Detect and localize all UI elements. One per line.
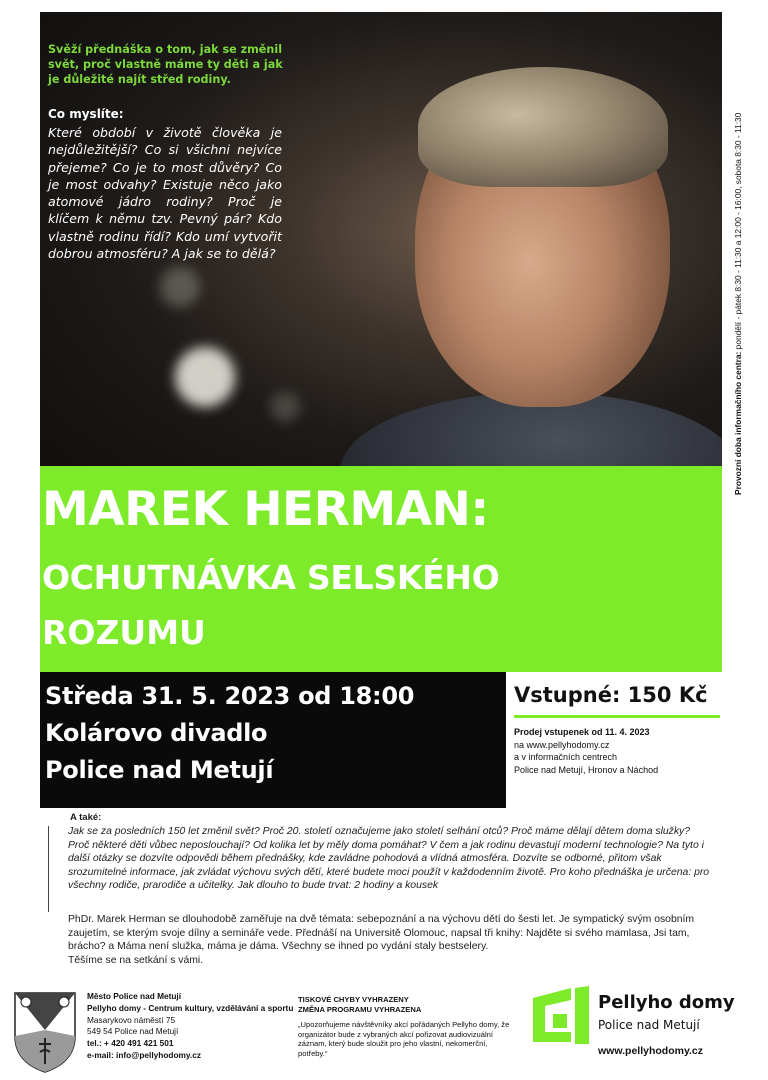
- org-line: Masarykovo náměstí 75: [87, 1014, 176, 1025]
- speaker-hair: [418, 67, 668, 187]
- info-center-hours: [733, 55, 743, 495]
- sale-start: Prodej vstupenek od 11. 4. 2023: [514, 727, 650, 737]
- info-center-hours-value: pondělí - pátek 8:30 - 11:30 a 12:00 - 16:00, sobota 8:30 - 11:30: [733, 112, 743, 352]
- brand-name: Pellyho domy: [598, 992, 735, 1013]
- price-underline: [514, 715, 720, 718]
- errata-heading-2: ZMĚNA PROGRAMU VYHRAZENA: [298, 1004, 422, 1014]
- org-line: Pellyho domy - Centrum kultury, vzdělávání a sportu: [87, 1002, 294, 1013]
- bokeh-light: [175, 347, 235, 407]
- org-phone: tel.: + 420 491 421 501: [87, 1038, 174, 1049]
- event-title-line-3: ROZUMU: [42, 613, 206, 652]
- pellyho-domy-logo-icon: [531, 986, 591, 1044]
- town-coat-of-arms-icon: [12, 990, 78, 1074]
- brand-website-link[interactable]: www.pellyhodomy.cz: [598, 1045, 704, 1057]
- event-title-line-1: MAREK HERMAN:: [42, 482, 489, 537]
- event-title-line-2: OCHUTNÁVKA SELSKÉHO: [42, 558, 500, 597]
- quote-bar: [48, 826, 49, 912]
- ticket-price: Vstupné: 150 Kč: [514, 683, 708, 707]
- info-center-hours-label: Provozní doba informačního centra:: [733, 351, 743, 495]
- event-venue: Kolárovo divadlo: [45, 719, 268, 747]
- event-town: Police nad Metují: [45, 756, 274, 784]
- also-label: A také:: [70, 812, 102, 823]
- org-email: e-mail: info@pellyhodomy.cz: [87, 1049, 201, 1060]
- organizer-contact: [87, 991, 307, 1062]
- questions-title: Co myslíte:: [48, 107, 124, 121]
- speaker-bio: [68, 913, 718, 967]
- errata-notice: [298, 995, 518, 1059]
- brand-town: Police nad Metují: [598, 1018, 700, 1032]
- errata-heading-1: TISKOVÉ CHYBY VYHRAZENY: [298, 995, 409, 1004]
- bio-closing: Těšíme se na setkání s vámi.: [68, 954, 204, 966]
- ticket-sale-info: [514, 726, 714, 776]
- bio-text: PhDr. Marek Herman se dlouhodobě zaměřuje na dvě témata: sebepoznání a na výchovu dětí do šesti let. Je sympatický svým osobním zaujetím, se kterým svoje dílny a semináře vede. Přednáší na Universitě Olomouc, napsal tři knihy: Najděte si svého mamlasa, Jsi tam, brácho? a Máma není služka, máma je dáma. Všechny se ihned po vydání staly bestselery.: [68, 914, 695, 953]
- org-line: 549 54 Police nad Metují: [87, 1026, 179, 1037]
- sale-places: Police nad Metují, Hronov a Náchod: [514, 764, 659, 775]
- sale-centers: a v informačních centrech: [514, 752, 618, 762]
- errata-text: „Upozorňujeme návštěvníky akcí pořádaných Pellyho domy, že organizátor bude z vybraných akcí pořizovat audiovizuální záznam, který bude sloužit pro jeho vlastní, nekomerční, potřeby.“: [298, 1020, 510, 1058]
- bokeh-light: [160, 267, 200, 307]
- bokeh-light: [270, 392, 300, 422]
- questions-text: Které období v životě člověka je nejdůležitější? Co si všichni nejvíce přejeme? Co je to most důvěry? Co je most odvahy? Existuje něco jako atomové jádro rodiny? Proč je klíčem k němu tzv. Pevný pár? Kdo vlastně rodinu řídí? Kdo umí vytvořit dobrou atmosféru? A jak se to dělá?: [48, 125, 282, 262]
- event-date-time: Středa 31. 5. 2023 od 18:00: [45, 682, 415, 710]
- org-line: Město Police nad Metují: [87, 991, 182, 1001]
- sale-web: na www.pellyhodomy.cz: [514, 739, 610, 750]
- intro-text: Svěží přednáška o tom, jak se změnil svět, proč vlastně máme ty děti a jak je důležité najít střed rodiny.: [48, 43, 283, 86]
- also-text: Jak se za posledních 150 let změnil svět? Proč 20. století označujeme jako století selhání otců? Proč máme dělají dětem doma služky? Proč některé děti vůbec neposlouchají? Od kolika let by měly doma pomáhat? V čem a jak rodinu devastují moderní technologie? Na tyto i další otázky se dozvíte odpovědi během přednášky, kde zavládne pohodová a vlídná atmosféra. Dozvíte se odborné, přitom však srozumitelné informace, jak zvládat výchovu svých dětí, které budete moci použít v každodenním životě. Pro koho přednáška je určena: pro všechny rodiče, prarodiče a učitelky. Jak dlouho to bude trvat: 2 hodiny a kousek: [68, 826, 710, 892]
